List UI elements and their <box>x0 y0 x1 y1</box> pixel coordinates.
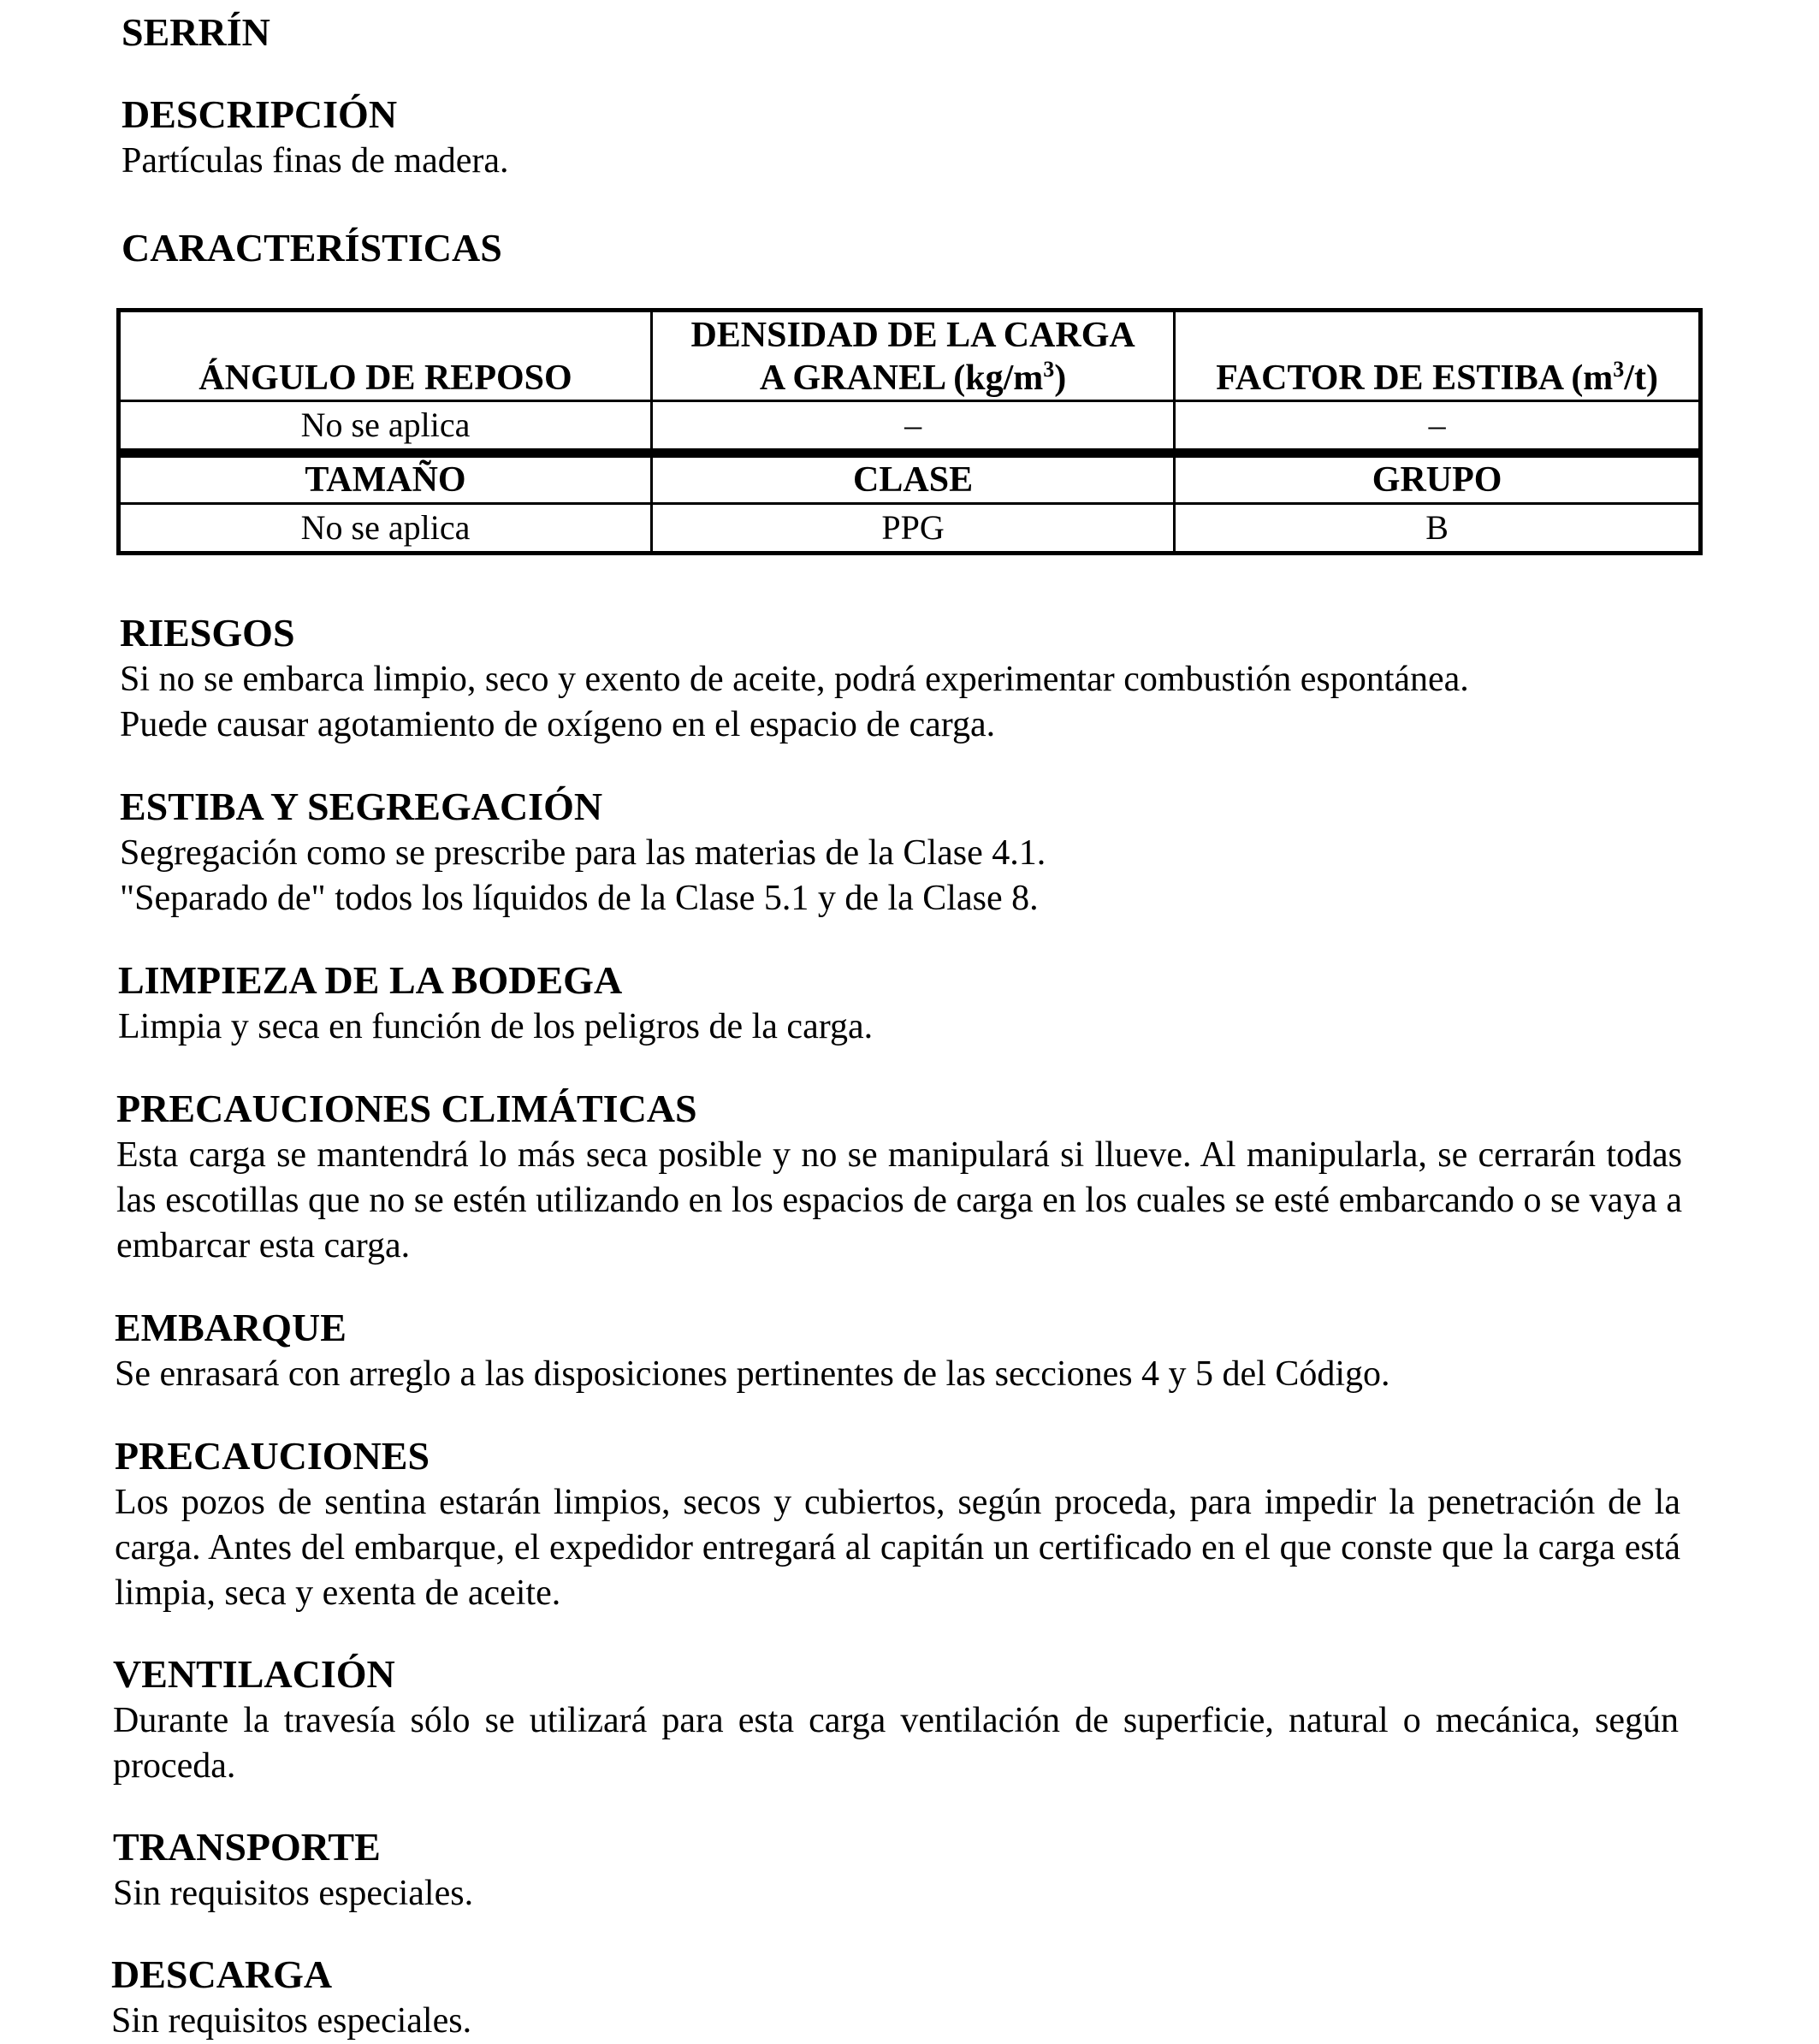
section-descarga <box>111 1951 1677 2044</box>
cell-clase-value: PPG <box>651 504 1174 554</box>
text-limpieza: Limpia y seca en función de los peligros de la carga. <box>118 1007 874 1046</box>
header-densidad <box>651 311 1174 401</box>
riesgos-line: Puede causar agotamiento de oxígeno en el espacio de carga. <box>120 705 996 744</box>
cell-factor-value: – <box>1175 401 1701 450</box>
section-riesgos <box>120 609 1686 748</box>
header-factor-estiba <box>1175 311 1701 401</box>
characteristics-table <box>116 308 1703 555</box>
header-densidad-line1: DENSIDAD DE LA CARGA <box>690 316 1135 355</box>
header-tamano: TAMAÑO <box>119 457 652 504</box>
text-riesgos <box>120 657 1686 748</box>
section-ventilacion <box>113 1650 1679 1789</box>
header-factor-text: FACTOR DE ESTIBA (m <box>1216 358 1614 398</box>
heading-limpieza: LIMPIEZA DE LA BODEGA <box>118 958 623 1002</box>
header-factor-end: /t) <box>1624 358 1658 398</box>
heading-estiba: ESTIBA Y SEGREGACIÓN <box>120 785 603 828</box>
table-separator <box>119 450 1701 457</box>
text-transporte: Sin requisitos especiales. <box>113 1874 474 1913</box>
estiba-line: Segregación como se prescribe para las materias de la Clase 4.1. <box>120 833 1046 873</box>
heading-climaticas: PRECAUCIONES CLIMÁTICAS <box>116 1087 697 1130</box>
header-grupo: GRUPO <box>1175 457 1701 504</box>
section-climaticas <box>116 1085 1682 1269</box>
table-header-row <box>119 311 1701 401</box>
heading-precauciones: PRECAUCIONES <box>115 1434 430 1478</box>
section-embarque <box>115 1304 1680 1397</box>
section-transporte <box>113 1823 1679 1917</box>
cell-tamano-value: No se aplica <box>119 504 652 554</box>
header-clase: CLASE <box>651 457 1174 504</box>
header-densidad-line2: A GRANEL (kg/m <box>759 358 1044 398</box>
text-climaticas: Esta carga se mantendrá lo más seca posible y no se manipulará si llueve. Al manipularla, se cerrarán todas las escotillas que no se estén utilizando en los espacios de carga en los cuales se esté embarcando o se vaya a embarcar esta carga. <box>116 1135 1682 1265</box>
text-precauciones: Los pozos de sentina estarán limpios, secos y cubiertos, según proceda, para impedir la penetración de la carga. Antes del embarque, el expedidor entregará al capitán un certificado en el que conste que la carga está limpia, seca y exenta de aceite. <box>115 1483 1680 1613</box>
heading-embarque: EMBARQUE <box>115 1306 347 1349</box>
riesgos-line: Si no se embarca limpio, seco y exento de aceite, podrá experimentar combustión espontánea. <box>120 660 1469 699</box>
header-factor-sup: 3 <box>1613 357 1625 382</box>
section-limpieza <box>118 957 1684 1050</box>
cell-densidad-value: – <box>651 401 1174 450</box>
table-row <box>119 401 1701 450</box>
estiba-line: "Separado de" todos los líquidos de la Clase 5.1 y de la Clase 8. <box>120 879 1039 918</box>
document-title: SERRÍN <box>121 10 270 54</box>
text-ventilacion: Durante la travesía sólo se utilizará para esta carga ventilación de superficie, natural o mecánica, según proceda. <box>113 1701 1679 1786</box>
text-embarque: Se enrasará con arreglo a las disposiciones pertinentes de las secciones 4 y 5 del Código. <box>115 1354 1390 1394</box>
heading-transporte: TRANSPORTE <box>113 1825 381 1869</box>
section-caracteristicas <box>121 224 1687 272</box>
header-densidad-sup: 3 <box>1043 357 1055 382</box>
header-densidad-end: ) <box>1054 358 1067 398</box>
text-descarga: Sin requisitos especiales. <box>111 2001 472 2041</box>
heading-descarga: DESCARGA <box>111 1952 333 1996</box>
section-descripcion <box>121 91 1687 184</box>
table-header-row-2 <box>119 457 1701 504</box>
heading-caracteristicas: CARACTERÍSTICAS <box>121 226 502 270</box>
header-angulo-reposo: ÁNGULO DE REPOSO <box>119 311 652 401</box>
cell-grupo-value: B <box>1175 504 1701 554</box>
section-estiba <box>120 783 1686 921</box>
heading-descripcion: DESCRIPCIÓN <box>121 92 398 136</box>
table-row <box>119 504 1701 554</box>
section-precauciones <box>115 1432 1680 1616</box>
text-descripcion: Partículas finas de madera. <box>121 141 509 181</box>
text-estiba <box>120 831 1686 921</box>
cell-angulo-value: No se aplica <box>119 401 652 450</box>
heading-ventilacion: VENTILACIÓN <box>113 1652 395 1696</box>
heading-riesgos: RIESGOS <box>120 611 295 655</box>
